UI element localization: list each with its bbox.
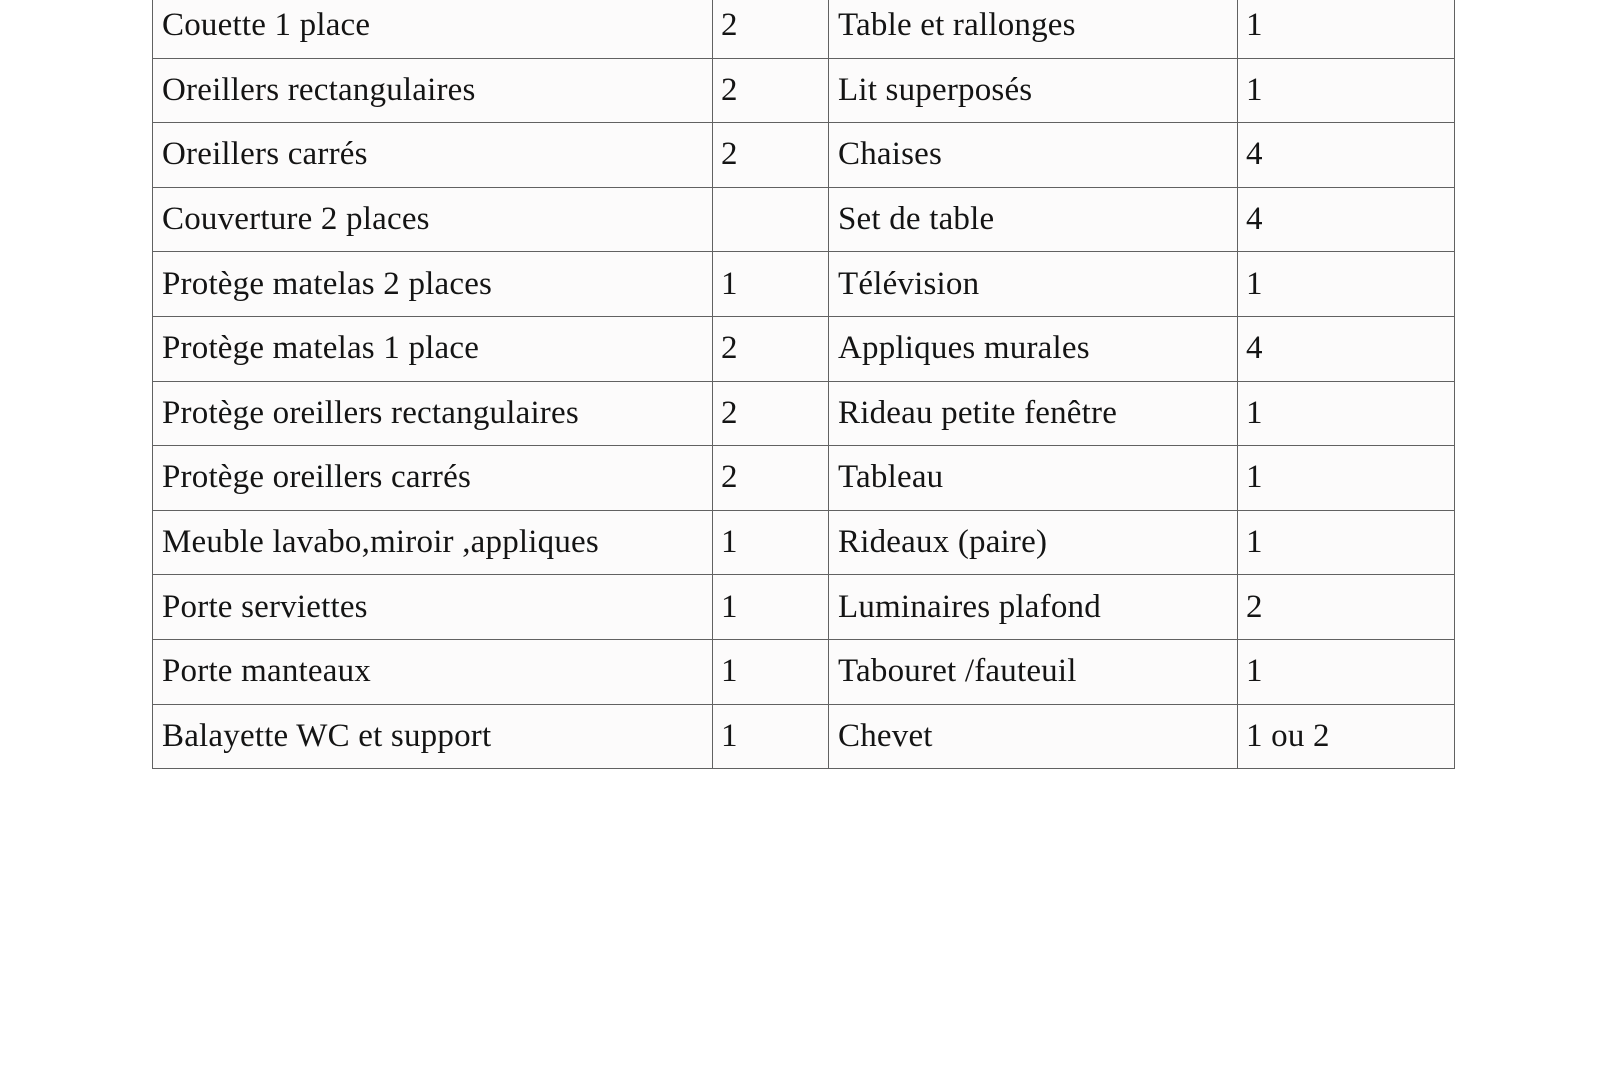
item-right-cell: Chaises bbox=[829, 123, 1238, 188]
qty-left-cell: 1 bbox=[713, 704, 829, 769]
qty-right-cell: 1 bbox=[1238, 0, 1455, 58]
item-left-cell: Protège oreillers rectangulaires bbox=[153, 381, 713, 446]
table-row bbox=[153, 510, 1455, 575]
qty-right-cell: 4 bbox=[1238, 123, 1455, 188]
qty-left-cell: 1 bbox=[713, 575, 829, 640]
item-right-cell: Rideau petite fenêtre bbox=[829, 381, 1238, 446]
item-right-cell: Télévision bbox=[829, 252, 1238, 317]
qty-left-cell: 2 bbox=[713, 446, 829, 511]
item-left-cell: Balayette WC et support bbox=[153, 704, 713, 769]
item-left-cell: Protège matelas 2 places bbox=[153, 252, 713, 317]
item-left-cell: Couverture 2 places bbox=[153, 187, 713, 252]
qty-right-cell: 1 bbox=[1238, 446, 1455, 511]
qty-right-cell: 1 bbox=[1238, 252, 1455, 317]
qty-left-cell: 1 bbox=[713, 252, 829, 317]
item-right-cell: Lit superposés bbox=[829, 58, 1238, 123]
item-right-cell: Appliques murales bbox=[829, 316, 1238, 381]
qty-right-cell: 1 bbox=[1238, 58, 1455, 123]
item-right-cell: Luminaires plafond bbox=[829, 575, 1238, 640]
qty-left-cell: 1 bbox=[713, 510, 829, 575]
table-row bbox=[153, 252, 1455, 317]
qty-right-cell: 1 bbox=[1238, 639, 1455, 704]
item-left-cell: Protège oreillers carrés bbox=[153, 446, 713, 511]
item-left-cell: Oreillers rectangulaires bbox=[153, 58, 713, 123]
item-left-cell: Porte manteaux bbox=[153, 639, 713, 704]
qty-right-cell: 4 bbox=[1238, 316, 1455, 381]
item-right-cell: Table et rallonges bbox=[829, 0, 1238, 58]
item-right-cell: Tabouret /fauteuil bbox=[829, 639, 1238, 704]
table-row bbox=[153, 187, 1455, 252]
table-row bbox=[153, 0, 1455, 58]
item-right-cell: Chevet bbox=[829, 704, 1238, 769]
qty-right-cell: 1 ou 2 bbox=[1238, 704, 1455, 769]
table-row bbox=[153, 575, 1455, 640]
table-row bbox=[153, 704, 1455, 769]
table-row bbox=[153, 381, 1455, 446]
table-row bbox=[153, 316, 1455, 381]
item-right-cell: Tableau bbox=[829, 446, 1238, 511]
qty-left-cell bbox=[713, 187, 829, 252]
qty-left-cell: 1 bbox=[713, 639, 829, 704]
qty-right-cell: 2 bbox=[1238, 575, 1455, 640]
qty-left-cell: 2 bbox=[713, 316, 829, 381]
item-right-cell: Set de table bbox=[829, 187, 1238, 252]
item-left-cell: Porte serviettes bbox=[153, 575, 713, 640]
item-left-cell: Meuble lavabo,miroir ,appliques bbox=[153, 510, 713, 575]
inventory-table bbox=[152, 0, 1455, 769]
qty-left-cell: 2 bbox=[713, 381, 829, 446]
item-left-cell: Couette 1 place bbox=[153, 0, 713, 58]
table-row bbox=[153, 639, 1455, 704]
qty-left-cell: 2 bbox=[713, 123, 829, 188]
table-row bbox=[153, 123, 1455, 188]
item-left-cell: Protège matelas 1 place bbox=[153, 316, 713, 381]
table-row bbox=[153, 446, 1455, 511]
qty-left-cell: 2 bbox=[713, 0, 829, 58]
item-left-cell: Oreillers carrés bbox=[153, 123, 713, 188]
qty-left-cell: 2 bbox=[713, 58, 829, 123]
qty-right-cell: 4 bbox=[1238, 187, 1455, 252]
table-row bbox=[153, 58, 1455, 123]
qty-right-cell: 1 bbox=[1238, 381, 1455, 446]
item-right-cell: Rideaux (paire) bbox=[829, 510, 1238, 575]
qty-right-cell: 1 bbox=[1238, 510, 1455, 575]
